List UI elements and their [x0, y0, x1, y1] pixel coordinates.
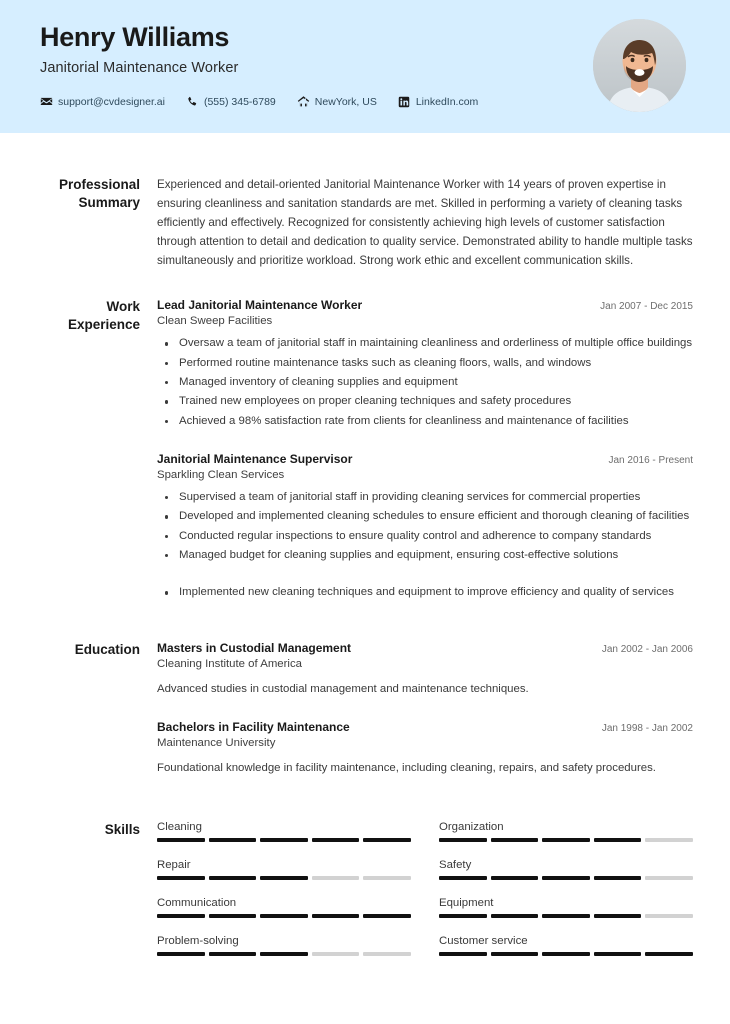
phone-icon: [186, 95, 199, 108]
skill-level-segment: [439, 914, 487, 918]
experience-bullet-list: [157, 489, 693, 602]
skill-level-bar: [157, 914, 411, 918]
skill-level-segment: [363, 952, 411, 956]
education-entry-head: [157, 641, 693, 655]
skill-level-segment: [645, 952, 693, 956]
education-school: Cleaning Institute of America: [157, 657, 302, 670]
skill-name: Communication: [157, 897, 237, 910]
experience-entry-head: [157, 298, 693, 312]
contact-location[interactable]: [297, 95, 377, 108]
skill-level-segment: [363, 914, 411, 918]
section-work-experience: [0, 298, 730, 601]
skill-level-segment: [312, 838, 360, 842]
experience-job-title: Janitorial Maintenance Supervisor: [157, 452, 353, 467]
contact-email[interactable]: [40, 95, 165, 108]
education-school: Maintenance University: [157, 737, 276, 750]
experience-bullet-list: [157, 335, 693, 430]
skill-level-bar: [439, 876, 693, 880]
experience-entry-head: [157, 452, 693, 466]
skill-level-segment: [439, 876, 487, 880]
skill-level-segment: [491, 952, 539, 956]
skill-level-bar: [157, 952, 411, 956]
skill-level-segment: [594, 876, 642, 880]
skill-name: Organization: [439, 821, 504, 834]
list-item: Developed and implemented cleaning schedules to ensure efficient and thorough cleaning of facilities: [157, 508, 693, 525]
education-degree: Masters in Custodial Management: [157, 640, 352, 655]
skill-level-segment: [594, 838, 642, 842]
education-date: Jan 2002 - Jan 2006: [601, 643, 693, 655]
skill-level-segment: [491, 914, 539, 918]
experience-entry: [157, 452, 693, 602]
skill-level-segment: [491, 876, 539, 880]
skill-name: Repair: [157, 859, 191, 872]
skill-level-segment: [260, 838, 308, 842]
contact-phone-text: (555) 345-6789: [203, 95, 276, 108]
candidate-name: Henry Williams: [40, 22, 230, 52]
skill-item: [439, 897, 693, 918]
list-item: Achieved a 98% satisfaction rate from clients for cleanliness and maintenance of facilities: [157, 413, 693, 430]
skill-level-segment: [157, 876, 205, 880]
skill-name: Safety: [439, 859, 472, 872]
skill-level-segment: [363, 876, 411, 880]
skill-level-bar: [157, 838, 411, 842]
summary-text: Experienced and detail-oriented Janitorial Maintenance Worker with 14 years of proven expertise in ensuring cleanliness and sanitation standards are met. Skilled in performing a variety of cleaning tasks efficiently and effectively. Recognized for consistently achieving high levels of customer satisfaction through attention to detail and dedication to quality service. Demonstrated ability to handle multiple tasks simultaneously and prioritize workload. Strong work ethic and excellent communication skills.: [157, 178, 693, 267]
section-professional-summary: [0, 176, 730, 270]
skill-item: [157, 897, 411, 918]
home-icon: [297, 95, 310, 108]
education-description: Advanced studies in custodial management and maintenance techniques.: [157, 682, 529, 695]
skill-level-segment: [209, 952, 257, 956]
skill-level-segment: [157, 952, 205, 956]
skill-level-segment: [260, 914, 308, 918]
skill-item: [157, 821, 411, 842]
skill-level-segment: [645, 838, 693, 842]
resume-header: [0, 0, 730, 133]
list-item: Managed budget for cleaning supplies and equipment, ensuring cost-effective solutions: [157, 547, 693, 564]
skill-item: [157, 935, 411, 956]
skill-item: [439, 935, 693, 956]
section-label-summary: Professional Summary: [58, 177, 140, 210]
skill-item: [439, 821, 693, 842]
skill-level-segment: [209, 876, 257, 880]
skill-name: Customer service: [439, 935, 528, 948]
experience-entry: [157, 298, 693, 430]
skill-level-segment: [363, 838, 411, 842]
list-item: Trained new employees on proper cleaning techniques and safety procedures: [157, 393, 693, 410]
candidate-job-title: Janitorial Maintenance Worker: [40, 60, 239, 77]
section-education: [0, 641, 730, 778]
skill-level-segment: [645, 914, 693, 918]
skill-level-bar: [439, 838, 693, 842]
skill-level-segment: [542, 914, 590, 918]
skill-name: Problem-solving: [157, 935, 239, 948]
skill-level-segment: [645, 876, 693, 880]
section-label-experience: Work Experience: [67, 299, 140, 333]
list-item: Conducted regular inspections to ensure quality control and adherence to company standards: [157, 528, 693, 545]
skill-level-segment: [157, 914, 205, 918]
skill-level-segment: [260, 876, 308, 880]
section-label-skills: Skills: [104, 822, 140, 838]
education-description: Foundational knowledge in facility maintenance, including cleaning, repairs, and safety procedures.: [157, 762, 656, 775]
list-item: Performed routine maintenance tasks such as cleaning floors, walls, and windows: [157, 355, 693, 372]
contact-phone[interactable]: [186, 95, 276, 108]
skill-level-segment: [157, 838, 205, 842]
skill-level-segment: [312, 914, 360, 918]
avatar: [593, 19, 686, 112]
list-item: Managed inventory of cleaning supplies and equipment: [157, 374, 693, 391]
linkedin-icon: [398, 95, 411, 108]
skill-level-segment: [491, 838, 539, 842]
skill-level-segment: [439, 952, 487, 956]
experience-date: Jan 2007 - Dec 2015: [600, 301, 693, 313]
list-item: Oversaw a team of janitorial staff in maintaining cleanliness and orderliness of multiple office buildings: [157, 335, 693, 352]
email-icon: [40, 95, 53, 108]
skill-level-segment: [594, 914, 642, 918]
skill-level-segment: [209, 838, 257, 842]
section-label-education: Education: [74, 641, 140, 657]
section-skills: [0, 821, 730, 956]
contact-linkedin[interactable]: [398, 95, 478, 108]
skills-grid: [157, 821, 693, 956]
experience-date: Jan 2016 - Present: [608, 455, 693, 467]
skill-item: [439, 859, 693, 880]
skill-item: [157, 859, 411, 880]
skill-level-segment: [209, 914, 257, 918]
skill-level-segment: [542, 876, 590, 880]
skill-name: Cleaning: [157, 821, 202, 834]
skill-level-segment: [439, 838, 487, 842]
list-item: Supervised a team of janitorial staff in providing cleaning services for commercial properties: [157, 489, 693, 506]
experience-company: Sparkling Clean Services: [157, 469, 285, 482]
contact-email-text: support@cvdesigner.ai: [58, 95, 165, 108]
experience-company: Clean Sweep Facilities: [157, 315, 273, 328]
skill-level-segment: [594, 952, 642, 956]
skill-level-bar: [439, 952, 693, 956]
education-entry: [157, 720, 693, 778]
education-date: Jan 1998 - Jan 2002: [601, 723, 693, 735]
skill-level-segment: [260, 952, 308, 956]
education-degree: Bachelors in Facility Maintenance: [157, 720, 350, 735]
skill-level-segment: [542, 838, 590, 842]
skill-level-bar: [439, 914, 693, 918]
skill-level-segment: [542, 952, 590, 956]
contact-location-text: NewYork, US: [314, 95, 377, 108]
education-entry-head: [157, 720, 693, 734]
experience-job-title: Lead Janitorial Maintenance Worker: [157, 298, 363, 313]
skill-level-segment: [312, 952, 360, 956]
contact-linkedin-text: LinkedIn.com: [415, 95, 479, 108]
skill-level-segment: [312, 876, 360, 880]
skill-name: Equipment: [439, 897, 494, 910]
skill-level-bar: [157, 876, 411, 880]
list-item: Implemented new cleaning techniques and equipment to improve efficiency and quality of services: [157, 584, 693, 601]
education-entry: [157, 641, 693, 699]
